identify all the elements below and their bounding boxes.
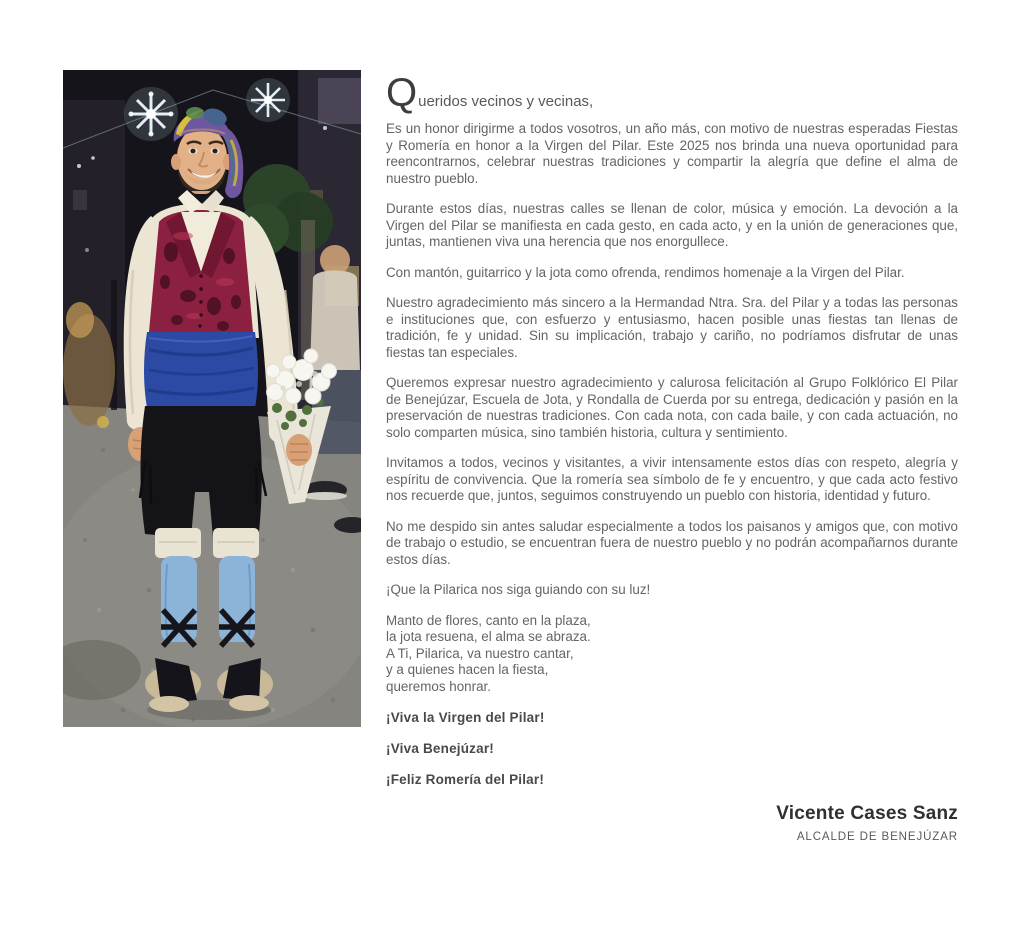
blessing-line: ¡Que la Pilarica nos siga guiando con su luz! [386,582,651,597]
paragraph-thanks-grupo: Queremos expresar nuestro agradecimiento y calurosa felicitación al Grupo Folklórico El Pilar de Benejúzar, Escuela de Jota, y Rondalla de Cuerda por su entrega, dedicación y pasión en la preservación de nuestras tradiciones. Con cada nota, con cada baile, y con cada actuación, no solo comparten música, sino también historia, cultura y sentimiento. [386,375,958,440]
paragraph-devotion: Durante estos días, nuestras calles se llenan de color, música y emoción. La devoción a la Virgen del Pilar se manifiesta en cada gesto, en cada acto, y en la unión de generaciones que, juntas, mantienen viva una herencia que nos enorgullece. [386,201,958,249]
viva-virgen: ¡Viva la Virgen del Pilar! [386,710,545,725]
paragraph-farewell: No me despido sin antes saludar especialmente a todos los paisanos y amigos que, con motivo de trabajo o estudio, se encuentran fuera de nuestro pueblo y no podrán acompañarnos durante estos días. [386,518,958,567]
paragraph-intro: Es un honor dirigirme a todos vosotros, un año más, con motivo de nuestras esperadas Fiestas y Romería en honor a la Virgen del Pilar. Este 2025 nos brinda una nueva oportunidad para reencontrarnos, celebrar nuestras tradiciones y compartir la alegría que define el alma de nuestro pueblo. [386,121,958,186]
viva-benejuzar: ¡Viva Benejúzar! [386,741,494,756]
mayor-letter [386,71,958,844]
signature-block [386,802,958,844]
signature-name: Vicente Cases Sanz [776,803,958,824]
salutation-text: ueridos vecinos y vecinas, [418,93,594,110]
paragraph-thanks-hermandad: Nuestro agradecimiento más sincero a la Hermandad Ntra. Sra. del Pilar y a todas las personas e instituciones que, con esfuerzo y entusiasmo, hacen posible unas fiestas tan llenas de tradición, fe y unidad. Sin su implicación, trabajo y cariño, no podríamos disfrutar de unas fiestas tan especiales. [386,295,958,360]
mayor-photo [63,70,361,727]
salutation [386,71,958,115]
paragraph-offering: Con mantón, guitarrico y la jota como ofrenda, rendimos homenaje a la Virgen del Pilar. [386,264,905,280]
poem-line: queremos honrar. [386,678,491,694]
poem-line: Manto de flores, canto en la plaza, [386,612,591,628]
poem-line: y a quienes hacen la fiesta, [386,662,549,677]
poem-line: A Ti, Pilarica, va nuestro cantar, [386,645,574,661]
paragraph-invitation: Invitamos a todos, vecinos y visitantes, a vivir intensamente estos días con respeto, alegría y espíritu de convivencia. Que la romería sea símbolo de fe y encuentro, y que cada acto festivo nos recuerde que, juntos, seguimos construyendo un pueblo con historia, identidad y futuro. [386,455,958,503]
dropcap-q: Q [386,71,418,115]
mayor-photo-illustration [63,70,361,727]
viva-romeria: ¡Feliz Romería del Pilar! [386,772,545,787]
poem [386,613,958,696]
poem-line: la jota resuena, el alma se abraza. [386,629,591,644]
signature-title: ALCALDE DE BENEJÚZAR [796,831,958,843]
